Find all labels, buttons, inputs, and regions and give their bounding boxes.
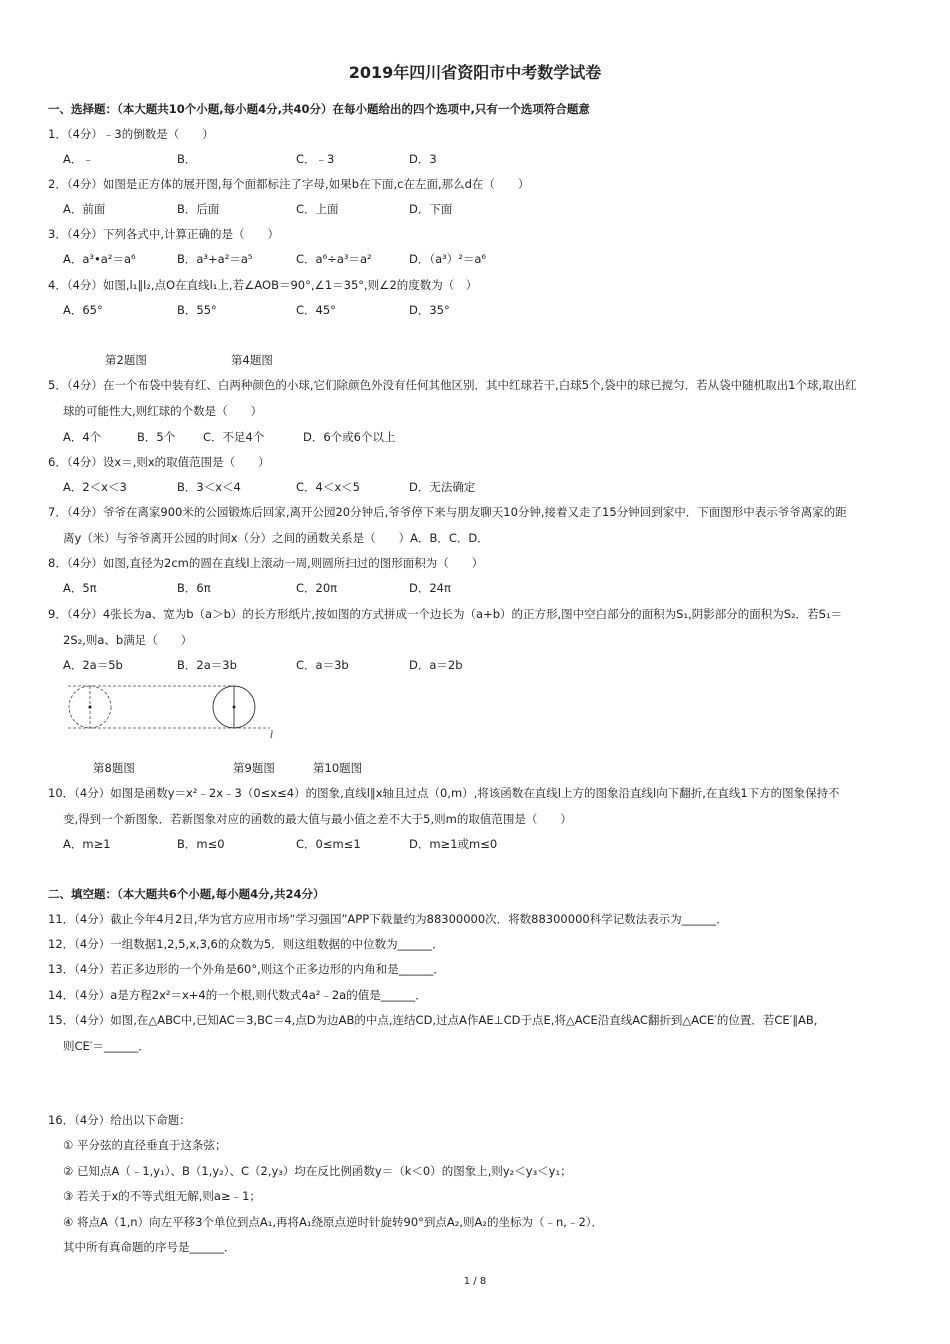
q9-option-c: C．a＝3b bbox=[296, 658, 349, 672]
q10-stem-line1: 10．（4分）如图是函数y＝x²﹣2x﹣3（0≤x≤4）的图象,直线l∥x轴且过点（0,m）,将该函数在直线l上方的图象沿直线l向下翻折,在直线1下方的图象保持不 bbox=[48, 786, 840, 800]
q2-option-a: A．前面 bbox=[63, 202, 106, 216]
q16-proposition-3: ③ 若关于x的不等式组无解,则a≥﹣1； bbox=[63, 1189, 261, 1203]
q6-option-a: A．2＜x＜3 bbox=[63, 480, 127, 494]
q3-stem: 3．（4分）下列各式中,计算正确的是（ ） bbox=[48, 227, 280, 241]
q9-option-d: D．a＝2b bbox=[409, 658, 463, 672]
q3-option-a: A．a³•a²＝a⁶ bbox=[63, 252, 136, 266]
q4-option-c: C．45° bbox=[296, 303, 336, 317]
q2-option-d: D．下面 bbox=[409, 202, 453, 216]
q3-option-b: B．a³+a²＝a⁵ bbox=[177, 252, 253, 266]
q13: 13．（4分）若正多边形的一个外角是60°,则这个正多边形的内角和是______． bbox=[48, 962, 445, 976]
page-title: 2019年四川省资阳市中考数学试卷 bbox=[348, 63, 602, 82]
q5-option-d: D．6个或6个以上 bbox=[303, 430, 396, 444]
q10-option-d: D．m≥1或m≤0 bbox=[409, 837, 498, 851]
q2-option-c: C．上面 bbox=[296, 202, 339, 216]
q9-stem-line2: 2S₂,则a、b满足（ ） bbox=[63, 633, 193, 647]
q10-stem-line2: 变,得到一个新图象．若新图象对应的函数的最大值与最小值之差不大于5,则m的取值范围是（ ） bbox=[63, 812, 572, 826]
q1-option-d: D．3 bbox=[409, 152, 437, 166]
q7-stem-line1: 7．（4分）爷爷在离家900米的公园锻炼后回家,离开公园20分钟后,爷爷停下来与朋友聊天10分钟,接着又走了15分钟回到家中．下面图形中表示爷爷离家的距 bbox=[48, 505, 847, 519]
q10-option-c: C．0≤m≤1 bbox=[296, 837, 361, 851]
q1-option-b: B． bbox=[177, 152, 197, 166]
section2-heading: 二、填空题：（本大题共6个小题,每小题4分,共24分） bbox=[48, 887, 325, 901]
q5-option-b: B．5个 bbox=[137, 430, 176, 444]
q8-option-c: C．20π bbox=[296, 581, 338, 595]
q8-rolling-circle-figure bbox=[60, 680, 285, 742]
q6-option-d: D．无法确定 bbox=[409, 480, 476, 494]
q16-proposition-2: ② 已知点A（﹣1,y₁）、B（1,y₂）、C（2,y₃）均在反比例函数y＝（k＜0）的图象上,则y₂＜y₃＜y₁； bbox=[63, 1164, 572, 1178]
q3-option-d: D．（a³）²＝a⁶ bbox=[409, 252, 487, 266]
q2-stem: 2．（4分）如图是正方体的展开图,每个面都标注了字母,如果b在下面,c在左面,那么d在（ ） bbox=[48, 177, 530, 191]
q4-option-d: D．35° bbox=[409, 303, 450, 317]
q6-option-b: B．3＜x＜4 bbox=[177, 480, 241, 494]
q14: 14．（4分）a是方程2x²＝x+4的一个根,则代数式4a²﹣2a的值是______． bbox=[48, 988, 427, 1002]
q9-option-b: B．2a＝3b bbox=[177, 658, 237, 672]
figure-caption-10: 第10题图 bbox=[313, 761, 363, 775]
q4-stem: 4．（4分）如图,l₁∥l₂,点O在直线l₁上,若∠AOB＝90°,∠1＝35°,则∠2的度数为（ ） bbox=[48, 278, 478, 292]
q5-option-a: A．4个 bbox=[63, 430, 102, 444]
q5-option-c: C．不足4个 bbox=[203, 430, 265, 444]
q16-stem: 16．（4分）给出以下命题： bbox=[48, 1113, 191, 1127]
q4-option-b: B．55° bbox=[177, 303, 217, 317]
q5-stem-line1: 5．（4分）在一个布袋中装有红、白两种颜色的小球,它们除颜色外没有任何其他区别．其中红球若干,白球5个,袋中的球已搅匀．若从袋中随机取出1个球,取出红 bbox=[48, 378, 857, 392]
q15-line1: 15．（4分）如图,在△ABC中,已知AC＝3,BC＝4,点D为边AB的中点,连结CD,过点A作AE⊥CD于点E,将△ACE沿直线AC翻折到△ACE′的位置．若CE′∥AB, bbox=[48, 1013, 818, 1027]
q1-stem: 1．（4分）﹣3的倒数是（ ） bbox=[48, 127, 214, 141]
q3-option-c: C．a⁶÷a³＝a² bbox=[296, 252, 372, 266]
q8-stem: 8．（4分）如图,直径为2cm的圆在直线l上滚动一周,则圆所扫过的图形面积为（ ） bbox=[48, 556, 484, 570]
q8-option-b: B．6π bbox=[177, 581, 211, 595]
q11: 11．（4分）截止今年4月2日,华为官方应用市场“学习强国”APP下载量约为88300000次．将数88300000科学记数法表示为______． bbox=[48, 912, 728, 926]
q7-stem-line2: 离y（米）与爷爷离开公园的时间x（分）之间的函数关系是（ ）A．B．C．D． bbox=[63, 531, 489, 545]
figure-caption-8: 第8题图 bbox=[93, 761, 135, 775]
page-number: 1 / 8 bbox=[463, 1276, 487, 1287]
figure-caption-2: 第2题图 bbox=[105, 353, 147, 367]
q8-option-a: A．5π bbox=[63, 581, 97, 595]
end-center-dot bbox=[233, 706, 236, 709]
q6-option-c: C．4＜x＜5 bbox=[296, 480, 360, 494]
q16-ending: 其中所有真命题的序号是______． bbox=[63, 1240, 236, 1254]
figure-caption-9: 第9题图 bbox=[233, 761, 275, 775]
section1-heading: 一、选择题：（本大题共10个小题,每小题4分,共40分）在每小题给出的四个选项中,只有一个选项符合题意 bbox=[48, 102, 590, 116]
q1-option-c: C．﹣3 bbox=[296, 152, 335, 166]
q2-option-b: B．后面 bbox=[177, 202, 220, 216]
q15-line2: 则CE′＝______． bbox=[63, 1039, 150, 1053]
q16-proposition-1: ① 平分弦的直径垂直于这条弦； bbox=[63, 1138, 227, 1152]
q10-option-b: B．m≤0 bbox=[177, 837, 225, 851]
q9-option-a: A．2a＝5b bbox=[63, 658, 123, 672]
q6-stem: 6．（4分）设x＝,则x的取值范围是（ ） bbox=[48, 455, 270, 469]
q9-stem-line1: 9．（4分）4张长为a、宽为b（a＞b）的长方形纸片,按如图的方式拼成一个边长为（a+b）的正方形,图中空白部分的面积为S₁,阴影部分的面积为S₂．若S₁＝ bbox=[48, 607, 843, 621]
q4-option-a: A．65° bbox=[63, 303, 103, 317]
figure-caption-4: 第4题图 bbox=[231, 353, 273, 367]
q10-option-a: A．m≥1 bbox=[63, 837, 111, 851]
start-center-dot bbox=[89, 706, 92, 709]
q16-proposition-4: ④ 将点A（1,n）向左平移3个单位到点A₁,再将A₁绕原点逆时针旋转90°到点A₂,则A₂的坐标为（﹣n,﹣2）． bbox=[63, 1215, 604, 1229]
q5-stem-line2: 球的可能性大,则红球的个数是（ ） bbox=[63, 404, 263, 418]
q8-option-d: D．24π bbox=[409, 581, 451, 595]
q1-option-a: A．﹣ bbox=[63, 152, 94, 166]
q12: 12．（4分）一组数据1,2,5,x,3,6的众数为5．则这组数据的中位数为______． bbox=[48, 937, 444, 951]
line-l-label: l bbox=[270, 730, 274, 741]
